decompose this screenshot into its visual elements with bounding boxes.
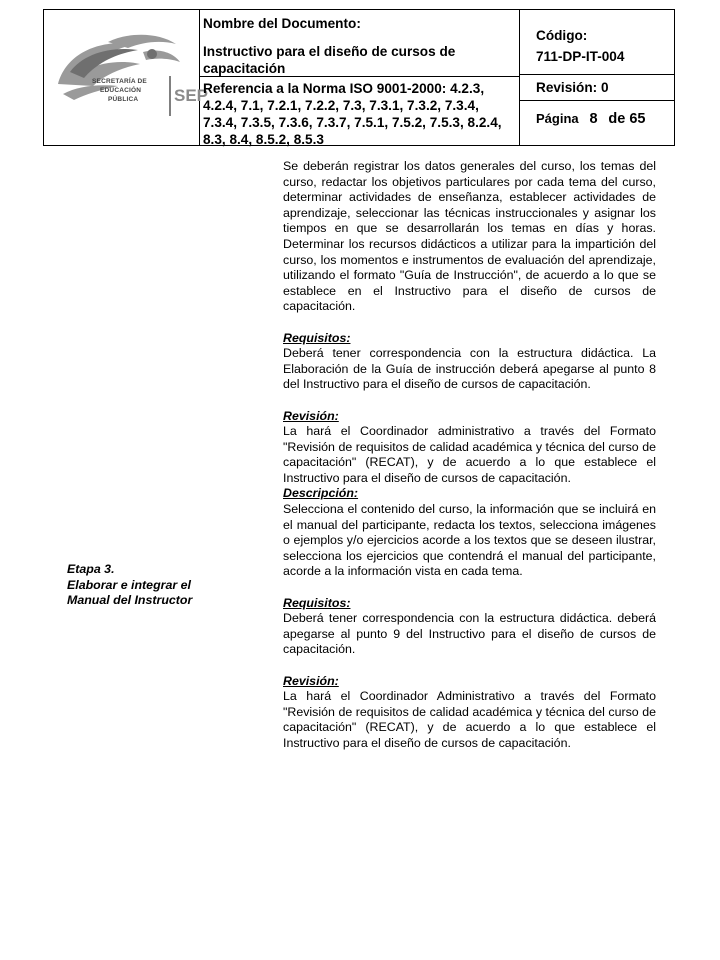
logo-sep-text: SEP xyxy=(174,86,209,105)
stage-subtitle: Elaborar e integrar el Manual del Instructor xyxy=(67,577,193,608)
nombre-value: Instructivo para el diseño de cursos de capacitación xyxy=(203,44,456,76)
sep-logo xyxy=(48,24,209,124)
revision-paragraph: La hará el Coordinador administrativo a través del Formato "Revisión de requisitos de calidad académica y técnica del curso de capacitación" (RECAT), y de acuerdo a lo que establece el Instructivo para el diseño de cursos de capacitación. xyxy=(283,424,656,485)
revision-paragraph: La hará el Coordinador Administrativo a través del Formato "Revisión de requisitos de calidad académica y técnica del curso de capacitación" (RECAT), y de acuerdo a lo que establece el Instructivo para el diseño de cursos de capacitación. xyxy=(283,689,656,750)
logo-text-line2: EDUCACIÓN xyxy=(100,87,142,94)
descripcion-paragraph: Selecciona el contenido del curso, la información que se incluirá en el manual del participante, redacta los textos, selecciona imágenes o ejemplos y/o ejercicios acorde a los textos que se deseen ilustrar, selecciona los ejercicios que contendrá el manual del participante, acorde a la información vista en cada tema. xyxy=(283,502,656,579)
procedure-content xyxy=(283,159,656,752)
pagina-total: de 65 xyxy=(608,111,646,127)
requisitos-paragraph: Deberá tener correspondencia con la estructura didáctica. deberá apegarse al punto 9 del Instructivo para el diseño de cursos de capacitación. xyxy=(283,611,656,657)
codigo-label: Código: xyxy=(536,28,588,43)
intro-paragraph: Se deberán registrar los datos generales del curso, los temas del curso, redactar los objetivos particulares por cada tema del curso, determinar actividades de enseñanza, establecer actividades de aprendizaje, seleccionar las técnicas instruccionales y asignar los tiempos en que se desarrollarán los temas en días y horas. Determinar los recursos didácticos a utilizar para la impartición del curso, los momentos e instrumentos de evaluación del aprendizaje, utilizando el formato "Guía de Instrucción", de acuerdo a lo que se establece en el Instructivo para el diseño de cursos de capacitación. xyxy=(283,159,656,314)
revision-heading: Revisión: xyxy=(283,673,339,688)
requisitos-heading: Requisitos: xyxy=(283,595,351,610)
document-info-cell xyxy=(199,10,520,145)
codigo-value: 711-DP-IT-004 xyxy=(536,49,625,64)
pagina-indicator xyxy=(536,110,645,128)
requisitos-paragraph: Deberá tener correspondencia con la estructura didáctica. La Elaboración de la Guía de instrucción deberá apegarse al punto 8 del Instructivo para el diseño de cursos de capacitación. xyxy=(283,346,656,392)
document-header-table xyxy=(43,9,675,146)
pagina-number: 8 xyxy=(589,111,598,127)
descripcion-heading: Descripción: xyxy=(283,486,359,501)
stage-title: Etapa 3. xyxy=(67,562,115,576)
logo-text-line1: SECRETARÍA DE xyxy=(92,78,147,85)
divider xyxy=(199,76,519,77)
logo-text-line3: PÚBLICA xyxy=(108,96,139,103)
nombre-label: Nombre del Documento: xyxy=(203,16,361,31)
pagina-label: Página xyxy=(536,111,579,126)
stage-label xyxy=(67,562,217,609)
divider xyxy=(519,74,674,75)
revision-label: Revisión: 0 xyxy=(536,80,609,95)
document-meta-cell xyxy=(519,10,674,145)
referencia-norma: Referencia a la Norma ISO 9001-2000: 4.2.3, 4.2.4, 7.1, 7.2.1, 7.2.2, 7.3, 7.3.1, 7.3.2, 7.3.4, 7.3.4, 7.3.5, 7.3.6, 7.3.7, 7.5.1, 7.5.2, 7.5.3, 8.2.4, 8.3, 8.4, 8.5.2, 8.5.3 xyxy=(203,81,502,147)
revision-heading: Revisión: xyxy=(283,408,339,423)
divider xyxy=(519,100,674,101)
requisitos-heading: Requisitos: xyxy=(283,330,351,345)
logo-cell xyxy=(44,10,209,145)
